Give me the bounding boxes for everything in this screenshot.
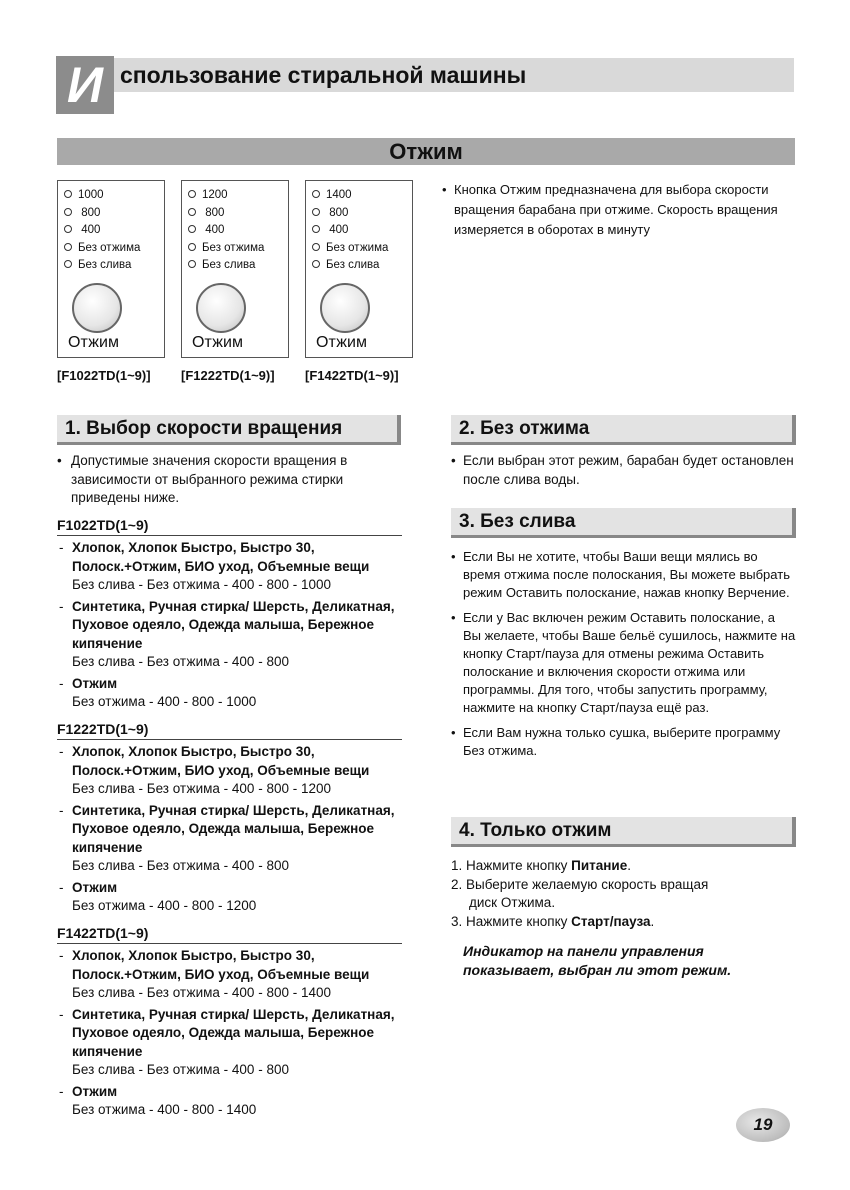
intro-text [442,180,797,240]
option-label: Без слива [202,259,256,271]
model-heading: F1022TD(1~9) [57,516,402,537]
program-list: - Синтетика, Ручная стирка/ Шерсть, Деликатная, Пуховое одеяло, Одежда малыша, Бережное кипячение [72,1006,395,1059]
control-panel-f1422 [305,180,413,358]
section-4-steps [451,857,796,931]
option-label: 1200 [202,189,228,201]
option-speed-max [64,187,140,205]
option-label: Без слива [326,259,380,271]
step-text: 1. Нажмите кнопку [451,858,572,873]
speed-list: Без слива - Без отжима - 400 - 800 [72,858,289,873]
option-label: 400 [202,224,225,236]
speed-list: Без слива - Без отжима - 400 - 800 [72,654,289,669]
section-1-body [57,452,402,1120]
option-label: 400 [78,224,101,236]
indicator-icon [64,243,72,251]
step-text: . [650,913,655,929]
section-3-bullet: • Если Вам нужна только сушка, выберите программу Без отжима. [451,724,796,760]
program-list: - Синтетика, Ручная стирка/ Шерсть, Деликатная, Пуховое одеяло, Одежда малыша, Бережное кипячение [72,598,395,651]
section-3-body [451,548,796,760]
indicator-icon [64,225,72,233]
program-group [57,879,402,916]
speed-list: Без слива - Без отжима - 400 - 800 - 1400 [72,985,331,1000]
section-4-heading: 4. Только отжим [451,817,796,847]
step-3 [451,913,796,932]
option-label: 1400 [326,189,352,201]
page-number: 19 [736,1108,790,1142]
option-label: Без отжима [202,241,265,254]
option-speed-800 [312,205,388,223]
program-group [57,947,402,1003]
indicator-icon [312,225,320,233]
program-list: - Хлопок, Хлопок Быстро, Быстро 30, Полоск.+Отжим, БИО уход, Объемные вещи [72,948,370,982]
program-group [57,539,402,595]
option-label: 400 [326,224,349,236]
indicator-icon [312,260,320,268]
section-1-heading: 1. Выбор скорости вращения [57,415,401,445]
option-no-spin [312,240,388,258]
model-heading: F1222TD(1~9) [57,720,402,741]
section-2-text: • Если выбран этот режим, барабан будет остановлен после слива воды. [451,452,796,489]
indicator-icon [188,225,196,233]
option-no-drain [64,257,140,275]
program-list: - Отжим [72,675,118,691]
speed-list: Без слива - Без отжима - 400 - 800 [72,1062,289,1077]
program-group [57,598,402,672]
option-label: 800 [202,206,225,219]
model-heading: F1422TD(1~9) [57,924,402,945]
power-button-ref: Питание [571,858,628,873]
model-label: [F1222TD(1~9)] [181,368,275,383]
control-panel-f1222 [181,180,289,358]
model-label: [F1422TD(1~9)] [305,368,399,383]
section-2-body [451,452,796,489]
indicator-icon [64,260,72,268]
step-2: 2. Выберите желаемую скорость вращая [451,876,709,892]
section-1-intro: • Допустимые значения скорости вращения в зависимости от выбранного режима стирки приведены ниже. [57,452,402,508]
option-label: 800 [78,206,101,219]
option-no-spin [188,240,264,258]
indicator-icon [188,208,196,216]
section-3-bullet: • Если Вы не хотите, чтобы Ваши вещи мялись во время отжима после полоскания, Вы можете выбрать режим Оставить полоскание, нажав кнопку Верчение. [451,548,796,602]
program-group [57,802,402,876]
option-label: Без отжима [78,241,141,254]
section-3-bullet: • Если у Вас включен режим Оставить полоскание, а Вы желаете, чтобы Ваше бельё сушилось, нажмите на кнопку Старт/пауза для отмены режима Оставить полоскание и включения скорости отжима или программы. Для того, чтобы запустить программу, нажмите на кнопку Старт/пауза ещё раз. [451,609,796,717]
speed-list: Без слива - Без отжима - 400 - 800 - 1200 [72,781,331,796]
intro-bullet: • Кнопка Отжим предназначена для выбора скорости вращения барабана при отжиме. Скорость вращения измеряется в оборотах в минуту [442,180,797,240]
spin-knob[interactable] [72,283,122,333]
option-speed-max [188,187,264,205]
option-speed-max [312,187,388,205]
indicator-icon [188,260,196,268]
program-group [57,675,402,712]
knob-label: Отжим [68,334,119,351]
model-label: [F1022TD(1~9)] [57,368,151,383]
control-panel-f1022 [57,180,165,358]
program-list: - Отжим [72,879,118,895]
indicator-icon [312,190,320,198]
option-speed-400 [188,222,264,240]
indicator-icon [312,243,320,251]
option-no-drain [188,257,264,275]
step-2-cont: диск Отжима. [469,895,556,910]
option-speed-800 [64,205,140,223]
program-list: - Хлопок, Хлопок Быстро, Быстро 30, Полоск.+Отжим, БИО уход, Объемные вещи [72,744,370,778]
option-label: Без отжима [326,241,389,254]
knob-label: Отжим [192,334,243,351]
speed-list: Без отжима - 400 - 800 - 1400 [72,1102,257,1117]
section-title: Отжим [389,139,463,164]
start-pause-button-ref: Старт/пауза [571,913,651,929]
speed-list: Без отжима - 400 - 800 - 1200 [72,898,257,913]
option-label: Без слива [78,259,132,271]
section-2-heading: 2. Без отжима [451,415,796,445]
header-initial-letter: И [56,56,114,114]
option-label: 800 [326,206,349,219]
speed-list: Без отжима - 400 - 800 - 1000 [72,694,257,709]
option-no-spin [64,240,140,258]
program-group [57,743,402,799]
page-title: спользование стиральной машины [120,62,527,88]
spin-knob[interactable] [196,283,246,333]
program-list: - Отжим [72,1083,118,1099]
indicator-icon [64,208,72,216]
section-3-heading: 3. Без слива [451,508,796,538]
program-group [57,1083,402,1120]
option-label: 1000 [78,189,104,201]
knob-label: Отжим [316,334,367,351]
indicator-icon [188,190,196,198]
program-group [57,1006,402,1080]
step-text: . [627,858,632,873]
speed-list: Без слива - Без отжима - 400 - 800 - 1000 [72,577,331,592]
option-no-drain [312,257,388,275]
step-1 [451,857,796,876]
section-4-note: Индикатор на панели управления показывает, выбран ли этот режим. [463,943,732,978]
indicator-icon [188,243,196,251]
program-list: - Синтетика, Ручная стирка/ Шерсть, Деликатная, Пуховое одеяло, Одежда малыша, Бережное кипячение [72,802,395,855]
step-text: 3. Нажмите кнопку [451,913,572,929]
option-speed-400 [64,222,140,240]
spin-knob[interactable] [320,283,370,333]
option-speed-400 [312,222,388,240]
indicator-icon [64,190,72,198]
program-list: - Хлопок, Хлопок Быстро, Быстро 30, Полоск.+Отжим, БИО уход, Объемные вещи [72,540,370,574]
indicator-icon [312,208,320,216]
option-speed-800 [188,205,264,223]
